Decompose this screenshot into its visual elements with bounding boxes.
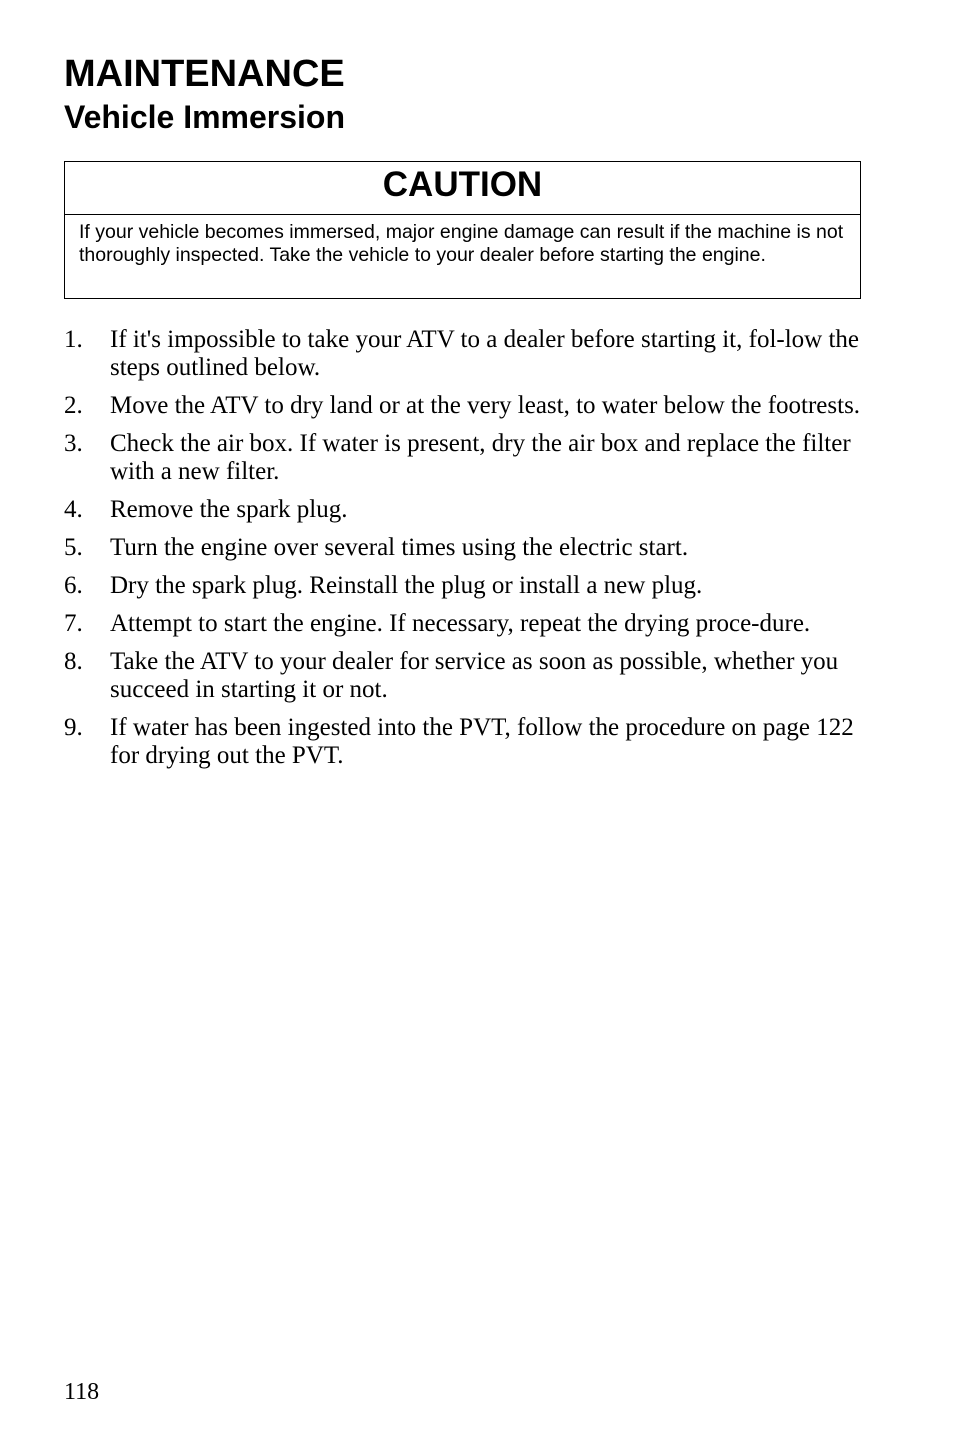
step-number: 9. (64, 714, 83, 741)
caution-text: If your vehicle becomes immersed, major engine damage can result if the machine is not thoroughly inspected. Take the vehicle to your dealer before starting the engine. (79, 221, 844, 266)
step-number: 2. (64, 392, 83, 419)
step-number: 4. (64, 496, 83, 523)
step-text: Remove the spark plug. (110, 496, 348, 523)
step-text: Check the air box. If water is present, dry the air box and replace the filter with a new filter. (110, 430, 851, 485)
step-5 (64, 534, 864, 562)
step-text: Take the ATV to your dealer for service as soon as possible, whether you succeed in starting it or not. (110, 648, 839, 703)
step-text: If water has been ingested into the PVT, follow the procedure on page 122 for drying out the PVT. (110, 714, 854, 769)
step-3 (64, 430, 864, 486)
step-text: If it's impossible to take your ATV to a dealer before starting it, fol-low the steps outlined below. (110, 326, 860, 381)
step-number: 5. (64, 534, 83, 561)
caution-title: CAUTION (65, 162, 860, 215)
step-number: 6. (64, 572, 83, 599)
section-title: MAINTENANCE (64, 53, 345, 95)
step-2 (64, 392, 864, 420)
procedure-steps (64, 326, 864, 780)
step-number: 1. (64, 326, 83, 353)
step-8 (64, 648, 864, 704)
page-number: 118 (64, 1379, 100, 1405)
step-6 (64, 572, 864, 600)
step-number: 8. (64, 648, 83, 675)
step-text: Dry the spark plug. Reinstall the plug or install a new plug. (110, 572, 703, 599)
step-number: 7. (64, 610, 83, 637)
step-text: Move the ATV to dry land or at the very least, to water below the footrests. (110, 392, 861, 419)
step-1 (64, 326, 864, 382)
step-number: 3. (64, 430, 83, 457)
step-text: Turn the engine over several times using the electric start. (110, 534, 689, 561)
step-9 (64, 714, 864, 770)
step-7 (64, 610, 864, 638)
subsection-title: Vehicle Immersion (64, 99, 346, 135)
step-text: Attempt to start the engine. If necessary, repeat the drying proce-dure. (110, 610, 811, 637)
step-4 (64, 496, 864, 524)
caution-box (64, 161, 861, 299)
